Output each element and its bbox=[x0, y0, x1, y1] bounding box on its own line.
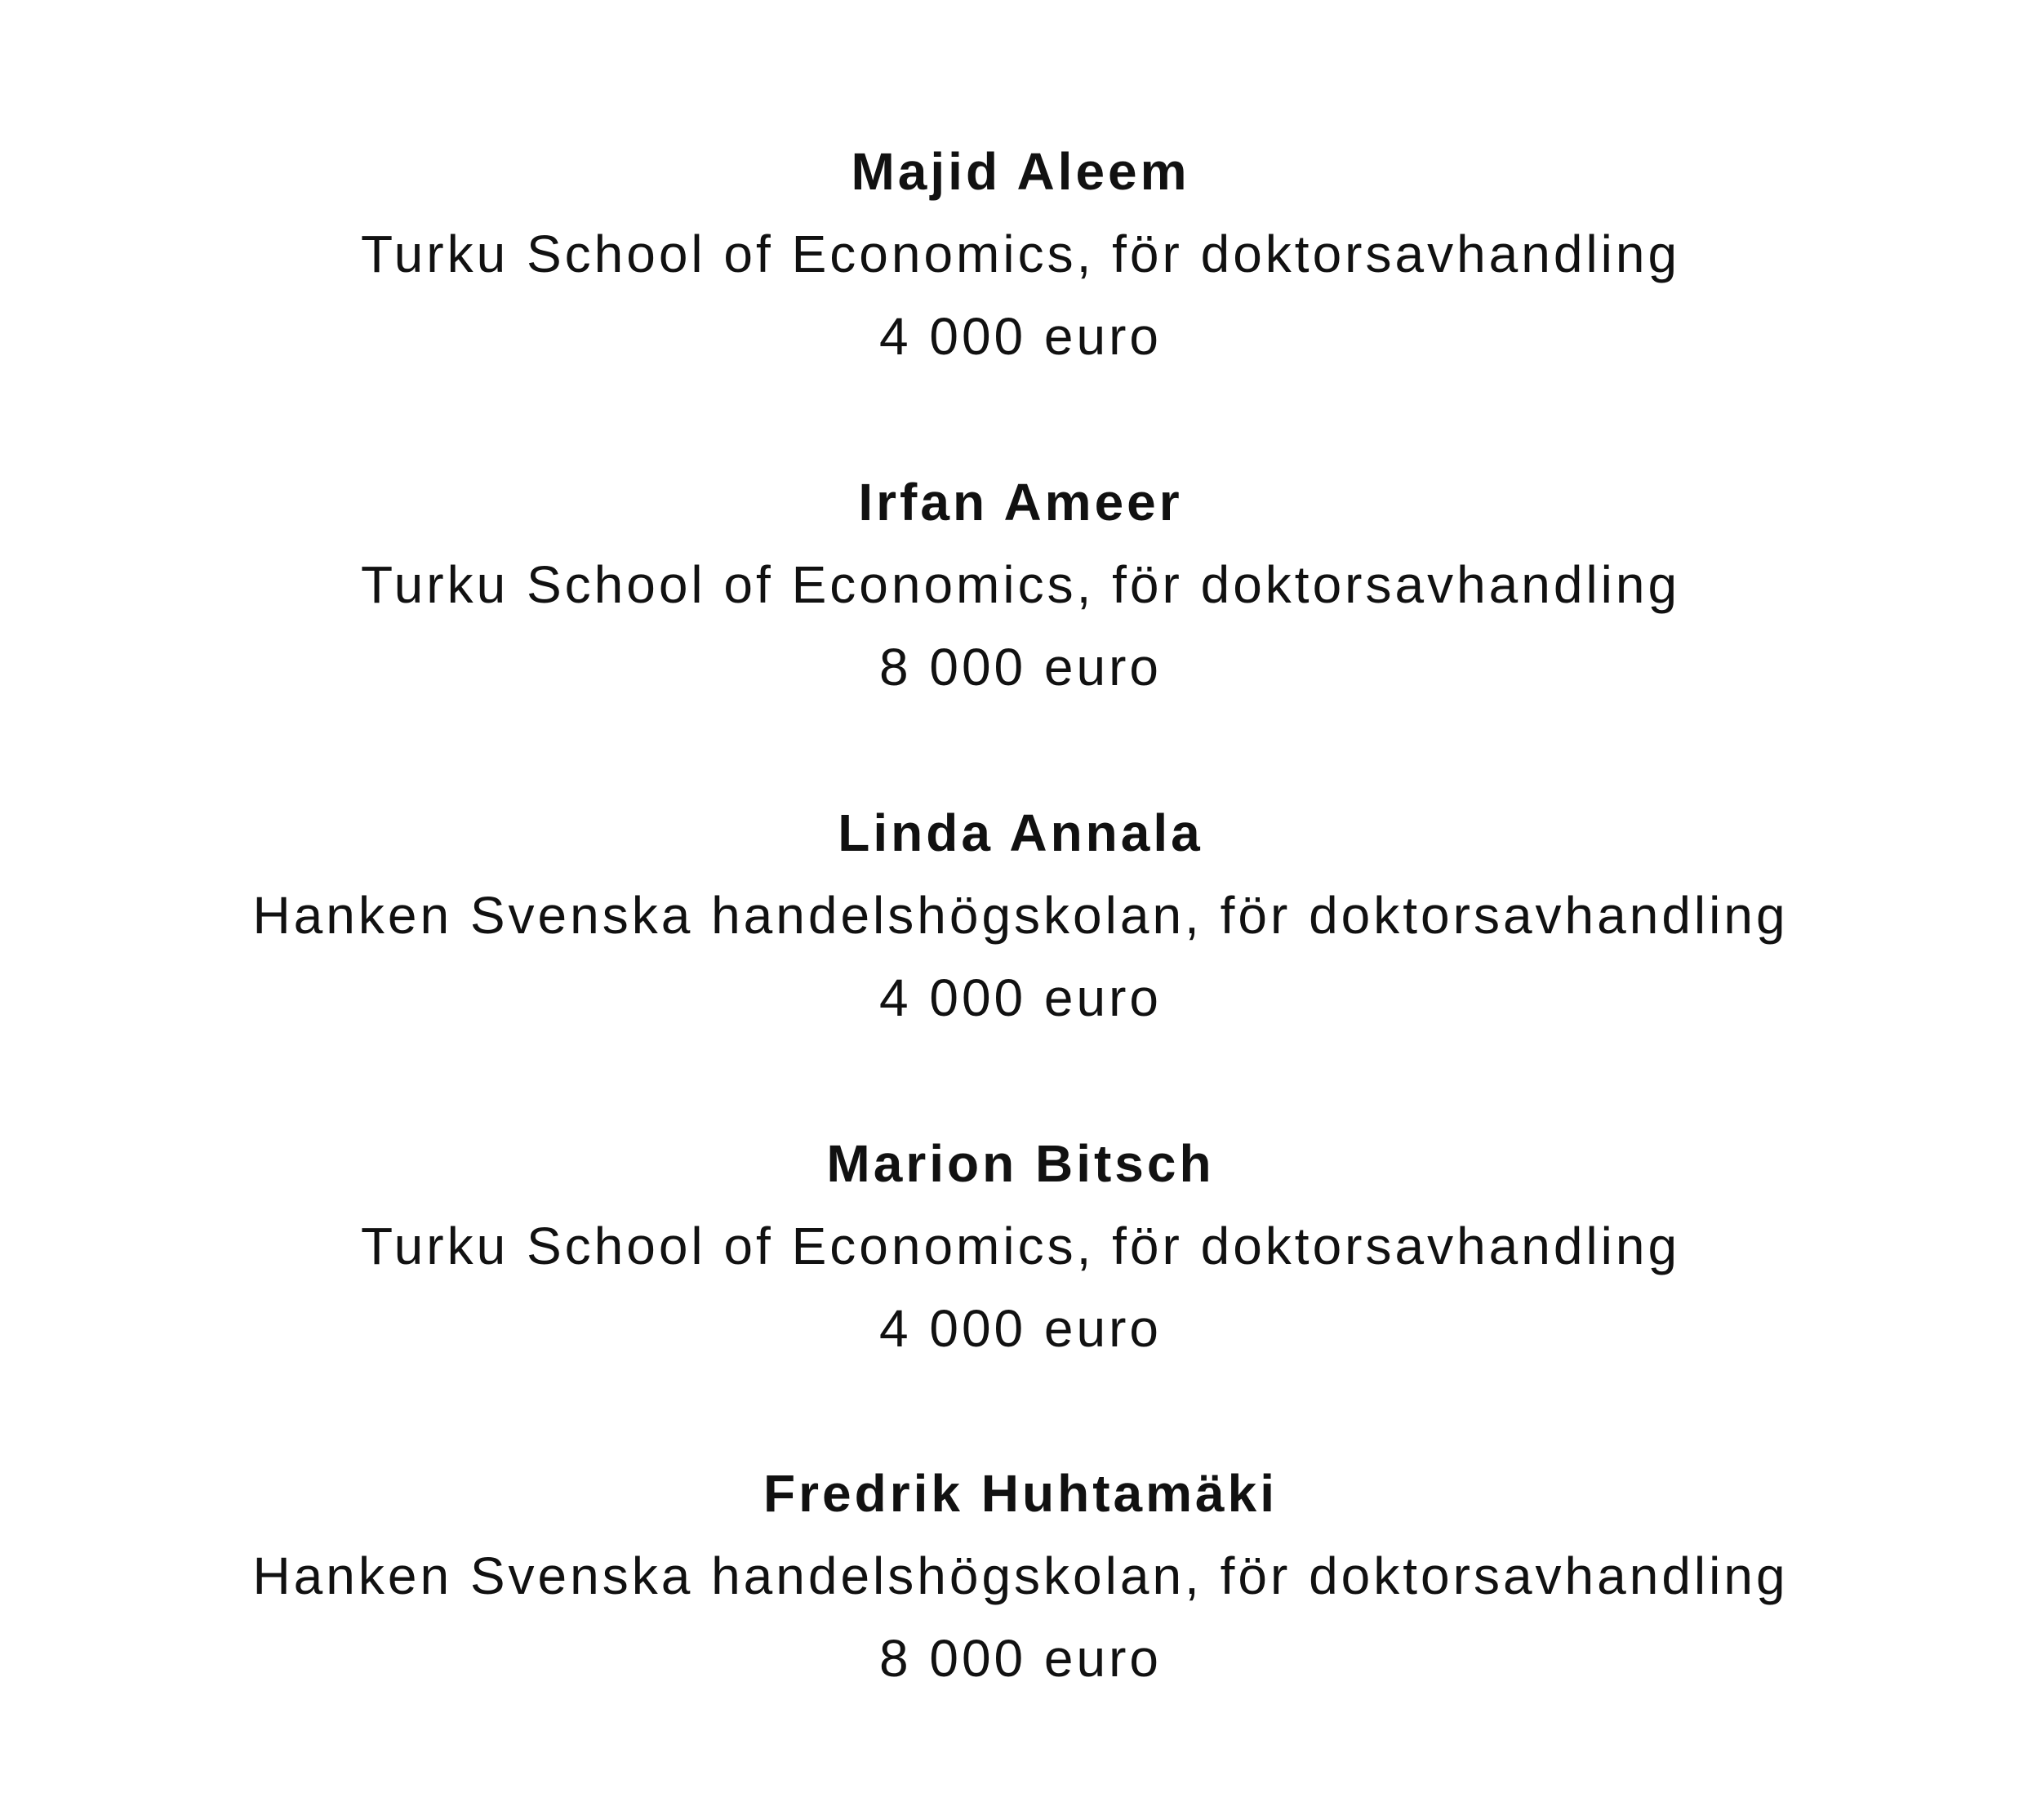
recipient-amount: 8 000 euro bbox=[878, 638, 1163, 696]
recipient-name: Marion Bitsch bbox=[826, 1134, 1215, 1193]
recipient-name: Fredrik Huhtamäki bbox=[763, 1464, 1278, 1523]
recipient-institution: Hanken Svenska handelshögskolan, för doktorsavhandling bbox=[252, 1546, 1789, 1605]
recipient-institution: Turku School of Economics, för doktorsavhandling bbox=[360, 555, 1681, 614]
recipient-name: Linda Annala bbox=[838, 803, 1203, 862]
recipient-entry bbox=[0, 1453, 2041, 1700]
recipient-institution: Turku School of Economics, för doktorsavhandling bbox=[360, 1217, 1681, 1275]
recipient-institution: Turku School of Economics, för doktorsavhandling bbox=[360, 225, 1681, 283]
recipient-amount: 4 000 euro bbox=[878, 1299, 1163, 1358]
recipient-entry bbox=[0, 461, 2041, 709]
recipient-name: Irfan Ameer bbox=[858, 473, 1183, 532]
recipient-entry bbox=[0, 131, 2041, 378]
recipient-amount: 4 000 euro bbox=[878, 307, 1163, 366]
recipient-amount: 8 000 euro bbox=[878, 1629, 1163, 1688]
recipient-entry bbox=[0, 1123, 2041, 1370]
recipient-entry bbox=[0, 792, 2041, 1039]
recipient-institution: Hanken Svenska handelshögskolan, för doktorsavhandling bbox=[252, 886, 1789, 945]
recipient-name: Majid Aleem bbox=[851, 142, 1190, 201]
recipient-amount: 4 000 euro bbox=[878, 968, 1163, 1027]
